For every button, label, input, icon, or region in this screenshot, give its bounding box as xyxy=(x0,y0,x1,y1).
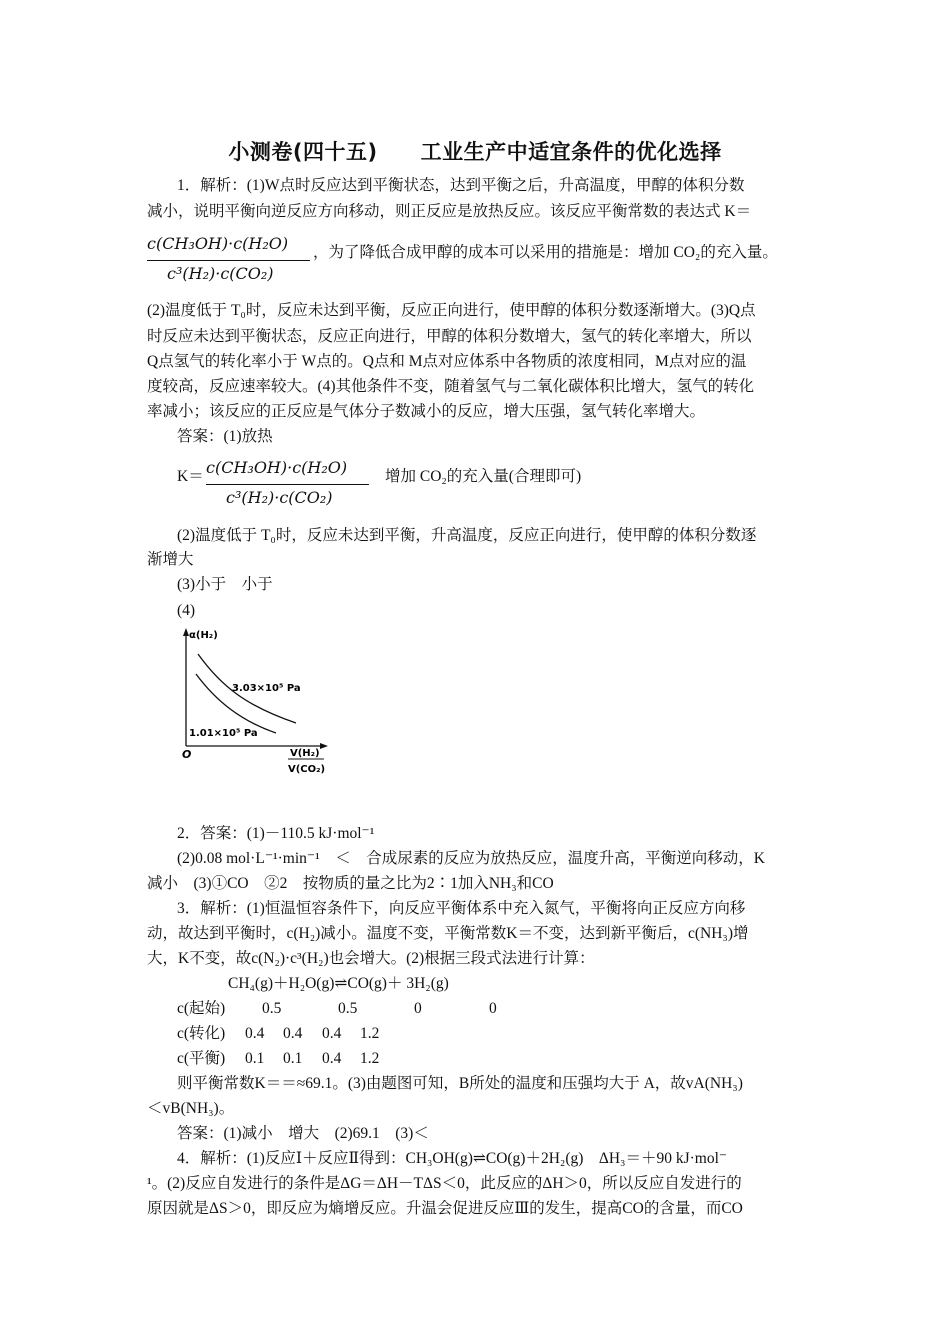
q3-line-5: ＜vB(NH₃)。 xyxy=(147,1100,235,1117)
q3-line-2: 动，故达到平衡时，c(H₂)减小。温度不变，平衡常数K＝不变，达到新平衡后，c(NH₃)增 xyxy=(147,925,749,942)
q3-answer: 答案：(1)减小 增大 (2)69.1 (3)＜ xyxy=(177,1125,429,1142)
x-axis-label-denominator: V(CO₂) xyxy=(288,764,326,775)
q2-line-1: 2．答案：(1)－110.5 kJ·mol⁻¹ xyxy=(177,825,375,842)
row-label: c(转化) xyxy=(177,1025,226,1042)
answer-k-expression xyxy=(206,456,371,516)
row-label: c(起始) xyxy=(177,1000,226,1017)
q1-k-expression xyxy=(147,232,312,292)
cell-h2o: 0.1 xyxy=(283,1050,303,1067)
k-prefix: K＝ xyxy=(177,468,204,485)
q1-line-1: 1．解析：(1)W点时反应达到平衡状态，达到平衡之后，升高温度，甲醇的体积分数 xyxy=(177,177,745,194)
q3-line-1: 3．解析：(1)恒温恒容条件下，向反应平衡体系中充入氮气，平衡将向正反应方向移 xyxy=(177,900,746,917)
q1-answer-2a: (2)温度低于 T₀时，反应未达到平衡，升高温度，反应正向进行，使甲醇的体积分数逐 xyxy=(177,527,757,544)
q1-line-7: 度较高，反应速率较大。(4)其他条件不变，随着氢气与二氧化碳体积比增大，氢气的转化 xyxy=(147,378,755,395)
page-title: 小测卷(四十五) 工业生产中适宜条件的优化选择 xyxy=(228,140,722,164)
x-axis-arrow xyxy=(320,743,328,749)
fraction-denominator: c³(H₂)·c(CO₂) xyxy=(226,488,333,507)
q1-answer-4: (4) xyxy=(177,602,196,619)
q1-line-8: 率减小；该反应的正反应是气体分子数减小的反应，增大压强，氢气转化率增大。 xyxy=(147,403,706,420)
q1-line-3-tail: ，为了降低合成甲醇的成本可以采用的措施是：增加 CO₂的充入量。 xyxy=(313,244,778,261)
cell-co: 0 xyxy=(414,1000,422,1017)
q2-line-3: 减小 (3)①CO ②2 按物质的量之比为2∶1加入NH₃和CO xyxy=(147,875,554,892)
cell-co: 0.4 xyxy=(322,1050,342,1067)
fraction-numerator: c(CH₃OH)·c(H₂O) xyxy=(206,458,348,477)
fraction-numerator: c(CH₃OH)·c(H₂O) xyxy=(147,234,289,253)
fraction-denominator: c³(H₂)·c(CO₂) xyxy=(167,264,274,283)
q1-answer-1: 答案：(1)放热 xyxy=(177,428,273,445)
q1-line-2: 减小，说明平衡向逆反应方向移动，则正反应是放热反应。该反应平衡常数的表达式 K＝ xyxy=(147,203,752,220)
q2-line-2: (2)0.08 mol·L⁻¹·min⁻¹ ＜ 合成尿素的反应为放热反应，温度升高，平衡逆向移动，K xyxy=(177,850,765,867)
q4-line-2: ¹。(2)反应自发进行的条件是ΔG＝ΔH－TΔS＜0，此反应的ΔH＞0，所以反应自发进行的 xyxy=(147,1175,742,1192)
cell-h2o: 0.4 xyxy=(283,1025,303,1042)
cell-co: 0.4 xyxy=(322,1025,342,1042)
cell-ch4: 0.4 xyxy=(245,1025,265,1042)
x-axis-label-numerator: V(H₂) xyxy=(290,748,320,759)
q3-line-3: 大，K不变，故c(N₂)·c³(H₂)也会增大。(2)根据三段式法进行计算： xyxy=(147,950,595,967)
q1-line-6: Q点氢气的转化率小于 W点的。Q点和 M点对应体系中各物质的浓度相同，M点对应的温 xyxy=(147,353,747,370)
curve-low-label: 1.01×10⁵ Pa xyxy=(189,728,258,739)
q1-answer-1-tail: 增加 CO₂的充入量(合理即可) xyxy=(385,468,582,485)
cell-h2o: 0.5 xyxy=(338,1000,358,1017)
curve-high-label: 3.03×10⁵ Pa xyxy=(232,683,301,694)
q4-line-1: 4．解析：(1)反应Ⅰ＋反应Ⅱ得到：CH₃OH(g)⇌CO(g)＋2H₂(g) ΔH₃＝＋90 kJ·mol⁻ xyxy=(177,1150,728,1167)
row-label: c(平衡) xyxy=(177,1050,226,1067)
alpha-h2-graph xyxy=(176,626,336,782)
cell-h2: 0 xyxy=(489,1000,497,1017)
q1-line-4: (2)温度低于 T₀时，反应未达到平衡，反应正向进行，使甲醇的体积分数逐渐增大。(3)Q点 xyxy=(147,302,756,319)
cell-h2: 1.2 xyxy=(360,1025,380,1042)
fraction-bar xyxy=(206,484,369,485)
cell-ch4: 0.5 xyxy=(262,1000,282,1017)
y-axis-label: α(H₂) xyxy=(189,630,218,641)
q1-answer-2b: 渐增大 xyxy=(147,551,194,568)
q1-line-5: 时反应未达到平衡状态，反应正向进行，甲醇的体积分数增大，氢气的转化率增大，所以 xyxy=(147,328,752,345)
fraction-bar xyxy=(147,260,310,261)
q3-equation: CH₄(g)＋H₂O(g)⇌CO(g)＋ 3H₂(g) xyxy=(228,975,449,992)
cell-ch4: 0.1 xyxy=(245,1050,265,1067)
q1-answer-3: (3)小于 小于 xyxy=(177,576,273,593)
q3-line-4: 则平衡常数K＝＝≈69.1。(3)由题图可知，B所处的温度和压强均大于 A，故vA(NH₃) xyxy=(177,1075,743,1092)
q4-line-3: 原因就是ΔS＞0，即反应为熵增反应。升温会促进反应Ⅲ的发生，提高CO的含量，而CO xyxy=(147,1200,743,1217)
cell-h2: 1.2 xyxy=(360,1050,380,1067)
origin-label: O xyxy=(182,748,192,761)
